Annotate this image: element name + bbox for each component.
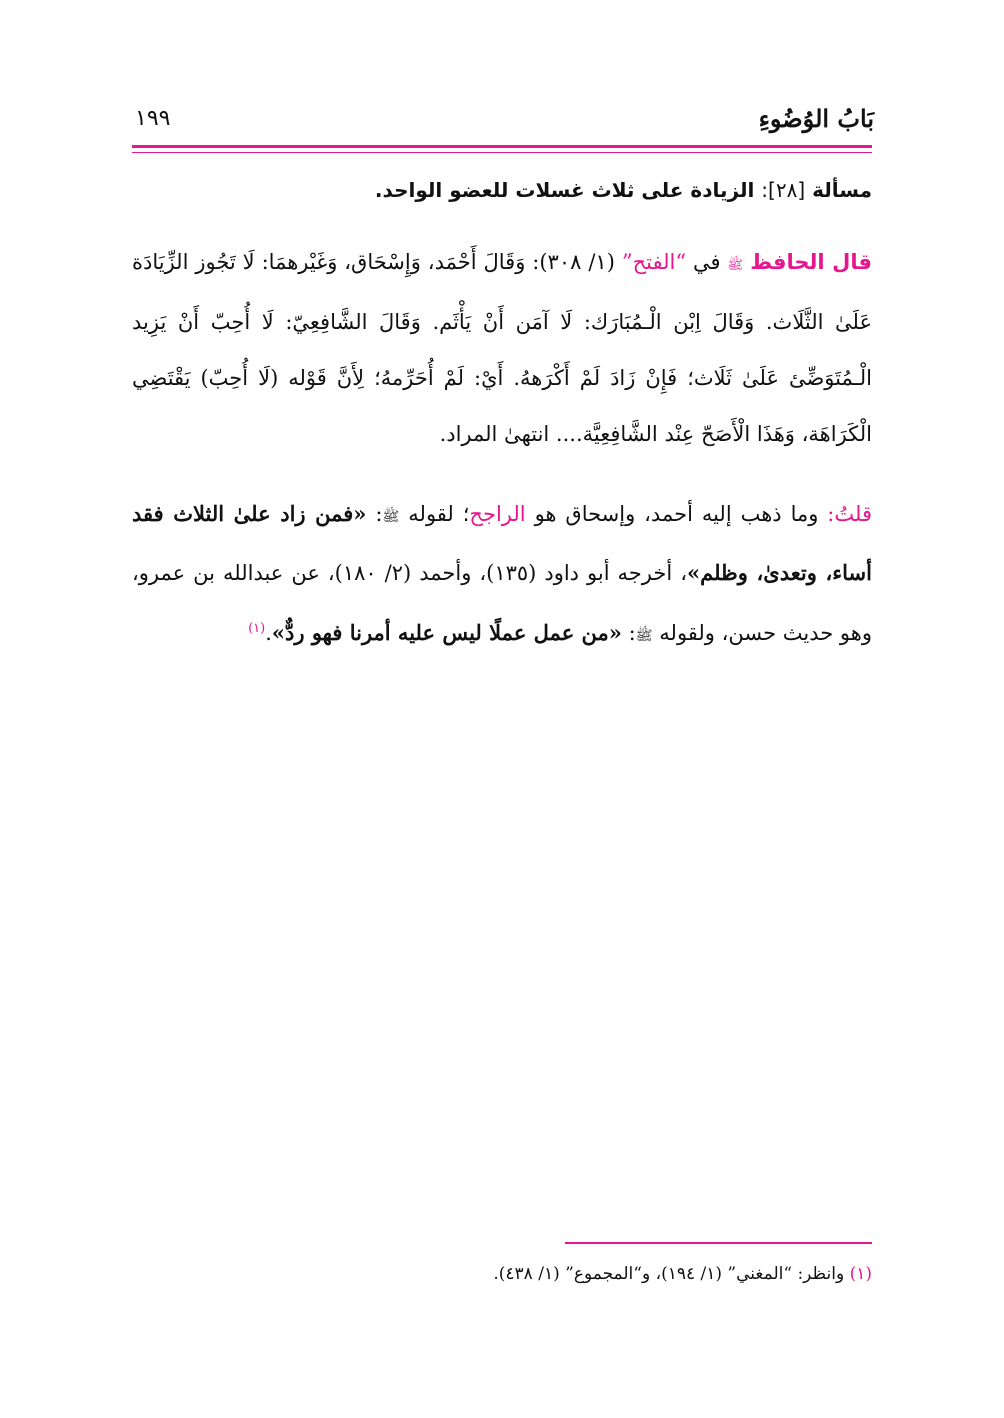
running-title: بَابُ الوُضُوءِ <box>758 104 874 133</box>
heading-title: الزيادة على ثلاث غسلات للعضو الواحد. <box>374 178 755 202</box>
paragraph2-text6: . <box>265 621 272 645</box>
footnote-text: وانظر: “المغني” (١/ ١٩٤)، و“المجموع” (١/ ٤٣٨). <box>493 1264 845 1284</box>
paragraph2-text5: : <box>628 621 636 645</box>
header-rule-thick <box>132 145 872 148</box>
hadith-quote-1: «فمن زاد علىٰ الثلاث فقد أساء، وتعدىٰ، وظلم» <box>132 501 872 585</box>
rajih-word: الراجح <box>469 502 526 526</box>
paragraph2-text4: ، أخرجه أبو داود (١٣٥)، وأحمد (٢/ ١٨٠)، عن عبدالله بن عمرو، وهو حديث حسن، ولقوله <box>132 561 872 645</box>
header-rule-thin <box>132 152 872 153</box>
paragraph2-text1: وما ذهب إليه أحمد، وإسحاق هو <box>534 502 819 526</box>
salawat-symbol: ﷺ <box>382 509 400 525</box>
footnote-reference[interactable]: (١) <box>248 621 266 636</box>
footnote-rule <box>565 1242 872 1244</box>
footnote-number: (١) <box>849 1264 872 1284</box>
hadith-quote-2: «من عمل عملًا ليس عليه أمرنا فهو ردٌّ» <box>271 620 622 645</box>
salawat-symbol: ﷺ <box>635 628 653 644</box>
quote-paragraph <box>132 234 872 462</box>
qultu-label: قلتُ: <box>827 502 872 526</box>
speaker-name: قال الحافظ <box>750 250 872 274</box>
issue-heading <box>132 178 872 202</box>
page-number: ١٩٩ <box>135 106 171 131</box>
paragraph1-text1: في <box>693 250 721 274</box>
footnote <box>132 1264 872 1284</box>
source-title: “الفتح” <box>621 250 687 274</box>
paragraph2-text3: : <box>375 502 383 526</box>
commentary-paragraph <box>132 486 872 664</box>
heading-number: [٢٨]: <box>761 178 806 202</box>
honorific-symbol: ﷺ <box>727 258 744 273</box>
heading-prefix: مسألة <box>812 178 872 202</box>
paragraph1-text2: (١/ ٣٠٨): وَقَالَ أَحْمَد، وَإِسْحَاق، وَغَيْرهمَا: لَا تَجُوز الزِّيَادَة عَلَىٰ الثَّلَاث. وَقَالَ اِبْن الْـمُبَارَك: لَا آمَن أَنْ يَأْثَم. وَقَالَ الشَّافِعِيّ: لَا أُحِبّ أَنْ يَزِيد الْـمُتَوَضِّئ عَلَىٰ ثَلَاث؛ فَإِنْ زَادَ لَمْ أَكْرَههُ. أَيْ: لَمْ أُحَرِّمهُ؛ لِأَنَّ قَوْله (لَا أُحِبّ) يَقْتَضِي الْكَرَاهَة، وَهَذَا الْأَصَحّ عِنْد الشَّافِعِيَّة.... انتهىٰ المراد. <box>132 250 872 446</box>
paragraph2-text2: ؛ لقوله <box>408 502 470 526</box>
